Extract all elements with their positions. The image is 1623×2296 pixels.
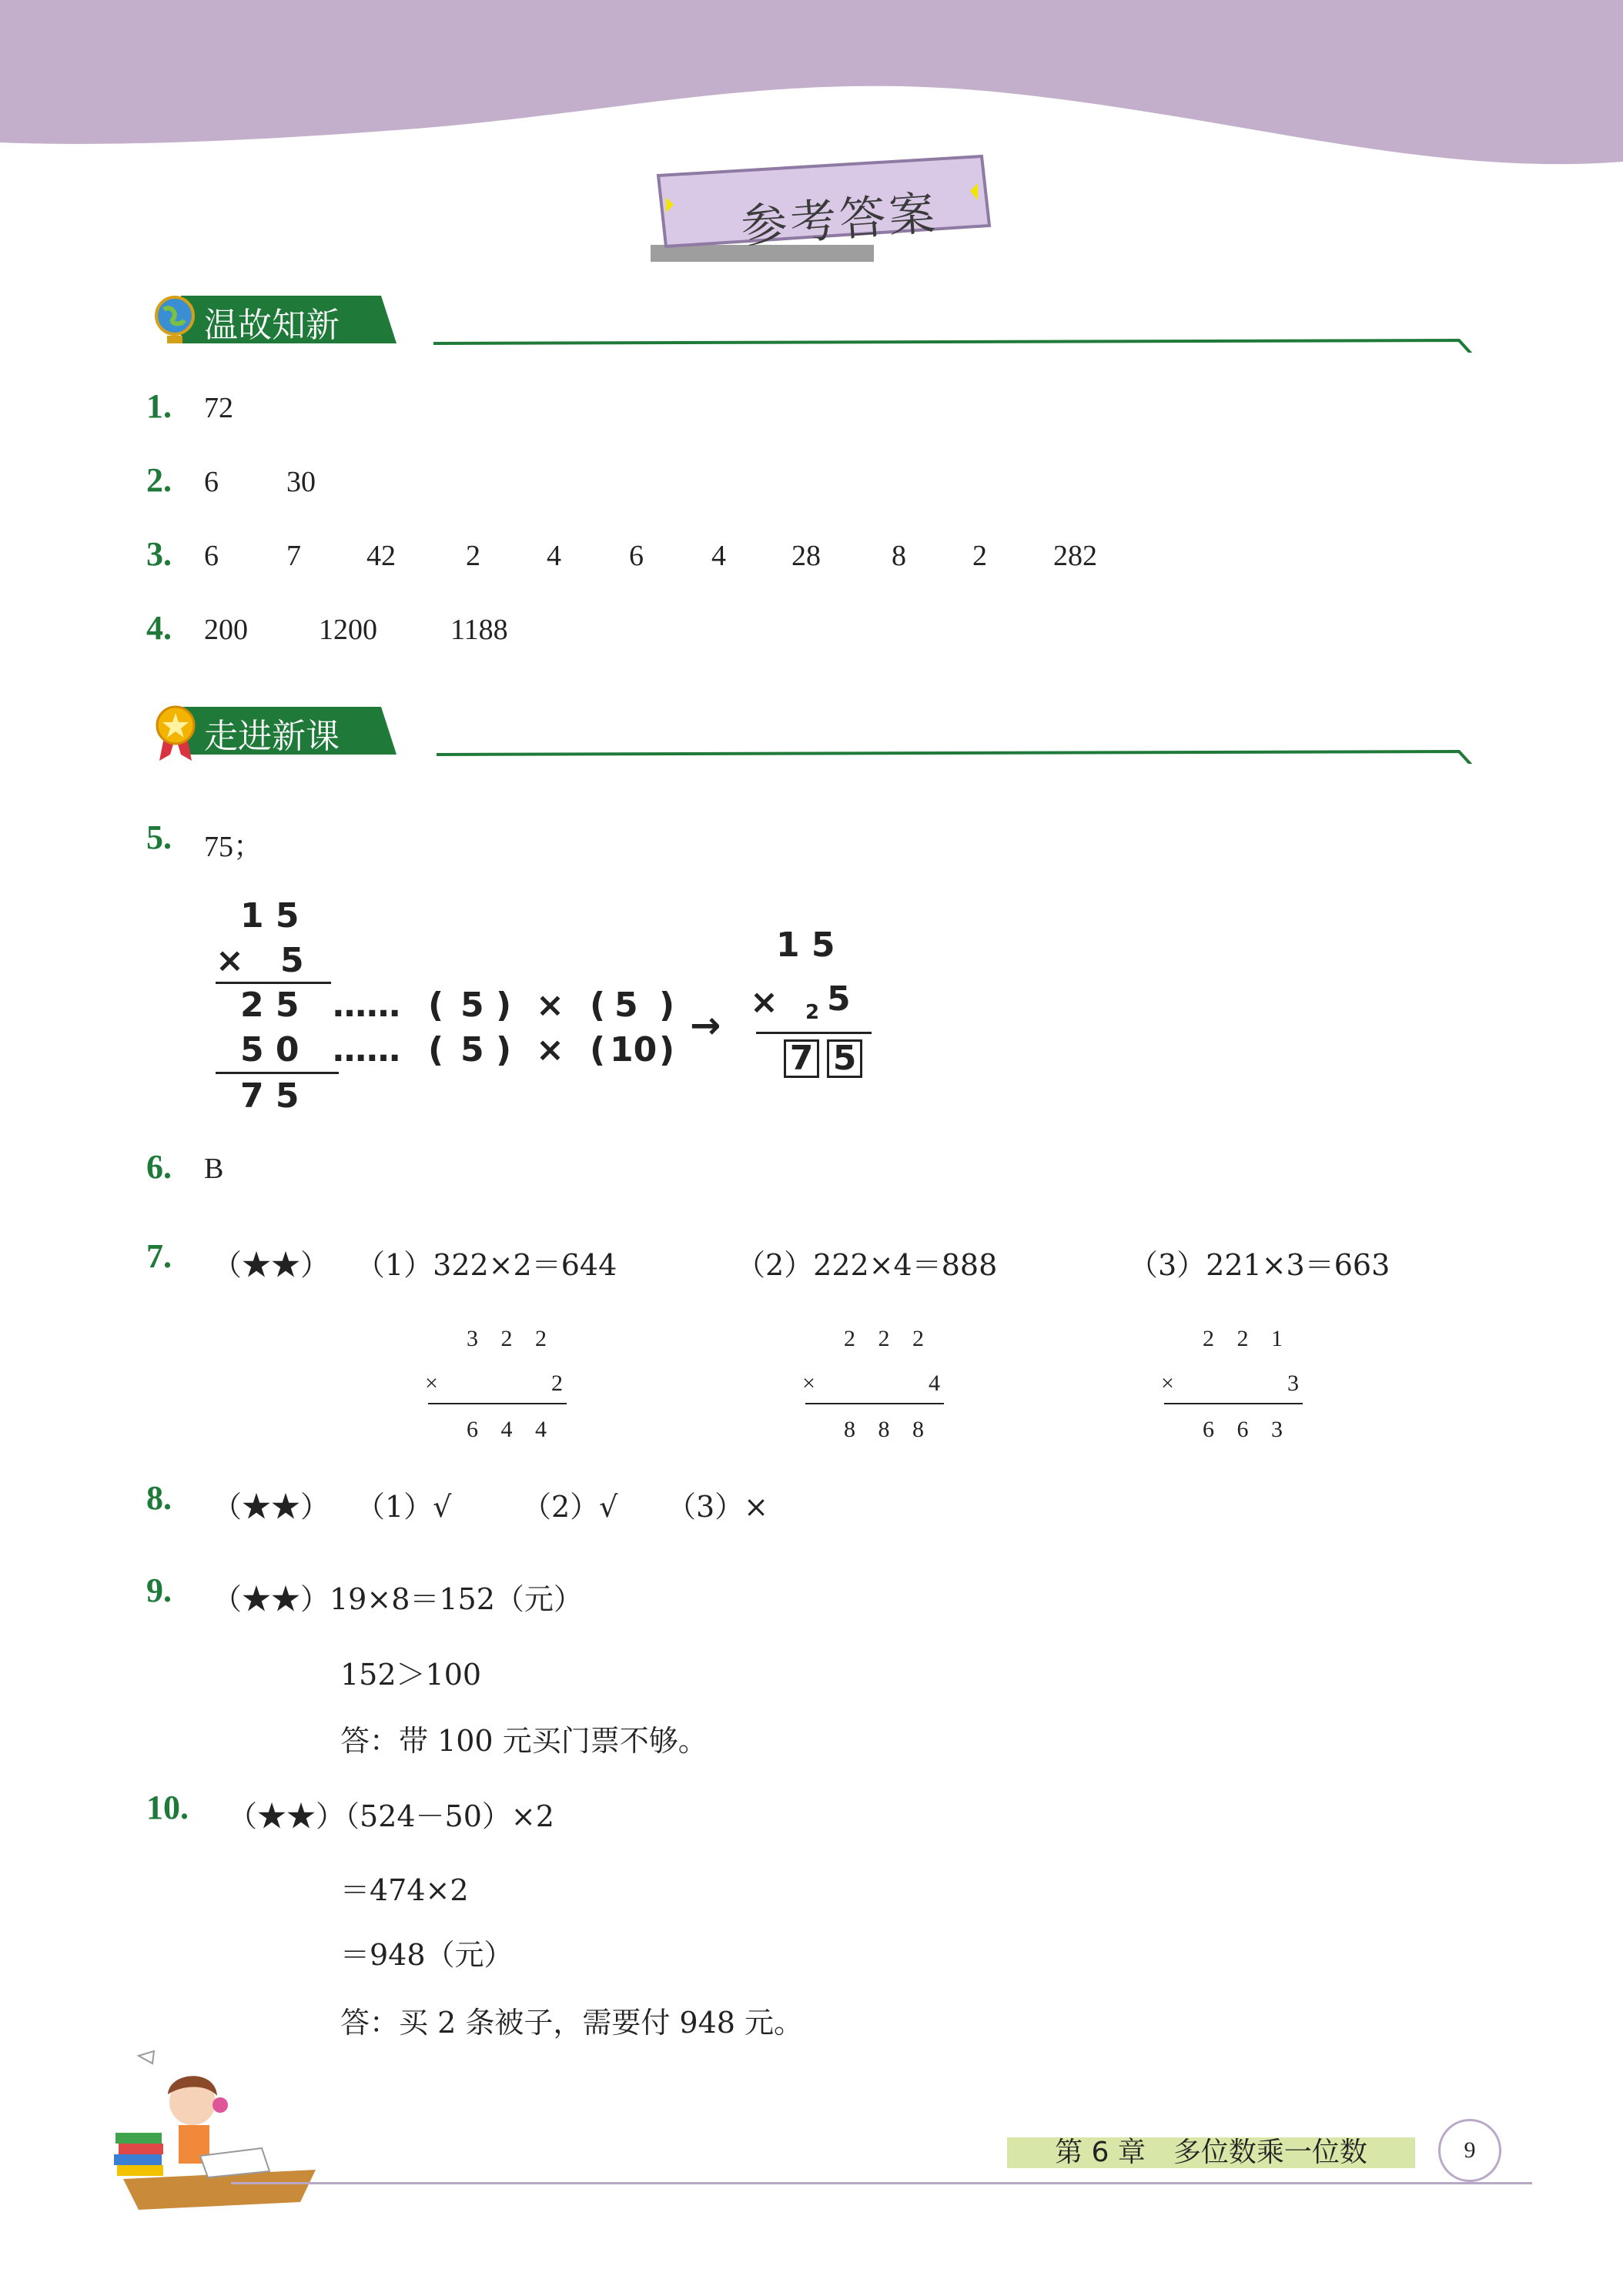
section-title: 温故知新: [204, 306, 340, 345]
answer: 1200: [319, 614, 377, 646]
header-wave: [0, 0, 1623, 177]
answer: 1188: [450, 614, 508, 646]
answer-line: ＝474×2: [340, 1873, 469, 1907]
multiplier: 5: [280, 941, 304, 980]
product: 6 6 3: [1203, 1417, 1283, 1442]
note-value: 5: [460, 1030, 484, 1069]
multiplicand: 3 2 2: [467, 1326, 547, 1351]
question-number: 7.: [146, 1237, 172, 1275]
answer: 6: [629, 540, 644, 572]
question-number: 5.: [146, 818, 172, 856]
answer: 75；: [204, 831, 263, 863]
multiplier: 3: [1287, 1371, 1299, 1396]
answer: 4: [547, 540, 561, 572]
answer: 72: [204, 392, 233, 424]
paren: (: [428, 986, 444, 1025]
rule-line: [805, 1403, 944, 1404]
answer-line: 答：带 100 元买门票不够。: [340, 1724, 708, 1758]
multiply-sign: ×: [536, 1030, 564, 1069]
section-header-1: [150, 291, 1474, 353]
note-value: 10: [610, 1030, 658, 1069]
question-number: 8.: [146, 1479, 172, 1517]
product-digit-box: 7: [784, 1039, 819, 1078]
section-header-2: [150, 702, 1474, 764]
page-title: 参考答案: [739, 186, 940, 254]
answer: （2）√: [522, 1490, 618, 1524]
paren: (: [590, 1030, 606, 1069]
dots: ……: [333, 986, 400, 1025]
question-number: 10.: [146, 1789, 189, 1826]
answer: （2）222×4＝888: [736, 1248, 998, 1282]
question-number: 4.: [146, 609, 172, 647]
product: 7 5: [240, 1076, 300, 1116]
product-digit-box: 5: [827, 1039, 862, 1078]
paren: ): [496, 1030, 512, 1069]
difficulty-stars: （★★）: [212, 1490, 330, 1524]
multiply-sign: ×: [425, 1371, 438, 1396]
multiplicand: 2 2 1: [1203, 1326, 1283, 1351]
multiply-sign: ×: [1161, 1371, 1174, 1396]
answer: 6: [204, 466, 219, 498]
partial-product: 2 5: [240, 986, 300, 1025]
answer: 28: [791, 540, 821, 572]
answer: 7: [286, 540, 301, 572]
question-number: 9.: [146, 1571, 172, 1609]
multiplicand: 1 5: [240, 896, 300, 935]
product: 6 4 4: [467, 1417, 547, 1442]
rule-line: [756, 1032, 872, 1034]
globe-icon: [150, 293, 199, 348]
answer-line: 答：买 2 条被子，需要付 948 元。: [340, 2006, 804, 2040]
note-value: 5: [460, 986, 484, 1025]
partial-product: 5 0: [240, 1030, 300, 1069]
rule-line: [216, 982, 331, 984]
rule-line: [216, 1072, 339, 1074]
question-number: 1.: [146, 387, 172, 425]
paren: (: [428, 1030, 444, 1069]
multiply-sign: ×: [216, 941, 244, 980]
answer: 2: [466, 540, 480, 572]
answer-line: ＝948（元）: [340, 1938, 514, 1972]
arrow-icon: →: [690, 1004, 721, 1047]
answer: 282: [1053, 540, 1097, 572]
answer: 4: [711, 540, 726, 572]
answer: （3）221×3＝663: [1129, 1248, 1390, 1282]
answer: （1）322×2＝644: [356, 1248, 617, 1282]
multiply-sign: ×: [536, 986, 564, 1025]
answer: B: [204, 1153, 224, 1185]
section-ribbon: [150, 702, 1474, 764]
difficulty-stars: （★★）: [212, 1248, 330, 1282]
paren: ): [659, 986, 675, 1025]
multiplicand: 2 2 2: [844, 1326, 924, 1351]
question-number: 6.: [146, 1148, 172, 1186]
chapter-label: 第 6 章 多位数乘一位数: [1007, 2137, 1415, 2168]
paren: (: [590, 986, 606, 1025]
girl-studying-illustration: [108, 2048, 316, 2217]
section-ribbon: [150, 291, 1474, 353]
answer: 8: [892, 540, 906, 572]
answer: 42: [366, 540, 396, 572]
question-number: 2.: [146, 461, 172, 499]
rule-line: [1164, 1403, 1303, 1404]
section-title: 走进新课: [204, 717, 340, 756]
question-number: 3.: [146, 535, 172, 573]
carry-digit: 2: [805, 1001, 820, 1024]
multiplier: 5: [827, 979, 851, 1019]
dots: ……: [333, 1030, 400, 1069]
answer: 2: [972, 540, 987, 572]
answer: （3）×: [667, 1490, 769, 1524]
product: 8 8 8: [844, 1417, 924, 1442]
multiply-sign: ×: [750, 982, 778, 1022]
rule-line: [428, 1403, 567, 1404]
paren: ): [496, 986, 512, 1025]
answer: 6: [204, 540, 219, 572]
multiply-sign: ×: [802, 1371, 815, 1396]
answer: （1）√: [356, 1490, 452, 1524]
answer: 30: [286, 466, 316, 498]
footer-line: [231, 2182, 1532, 2184]
multiplier: 4: [929, 1371, 940, 1396]
answer-line: 152＞100: [340, 1658, 482, 1692]
note-value: 5: [614, 986, 638, 1025]
multiplicand: 1 5: [776, 925, 835, 965]
page-number: 9: [1438, 2119, 1501, 2182]
answer-line: （★★）19×8＝152（元）: [212, 1582, 583, 1616]
paren: ): [659, 1030, 675, 1069]
medal-icon: [152, 704, 199, 762]
answer: 200: [204, 614, 248, 646]
answer-line: （★★）（524－50）×2: [228, 1799, 554, 1833]
multiplier: 2: [551, 1371, 563, 1396]
